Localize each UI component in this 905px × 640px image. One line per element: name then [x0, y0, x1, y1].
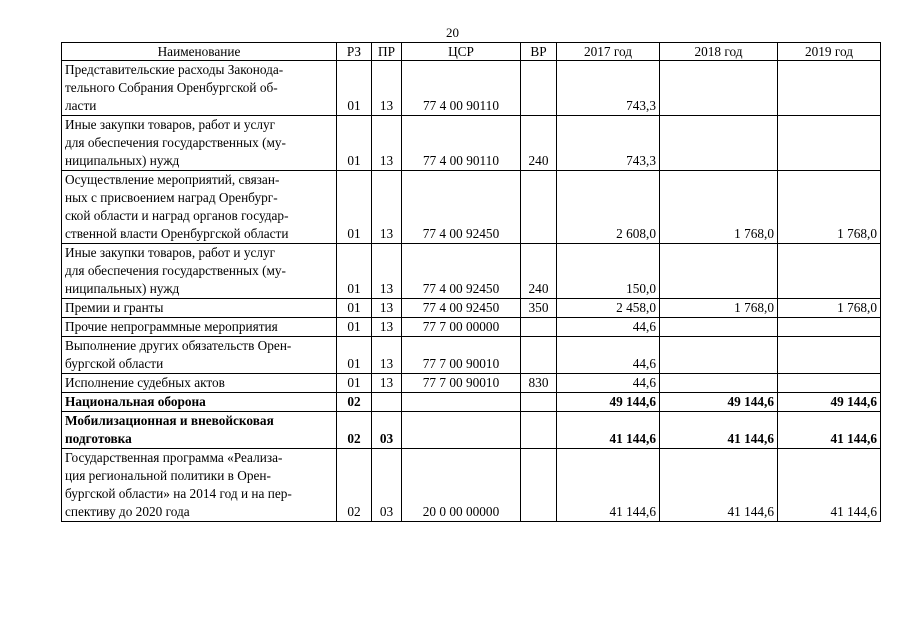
cell-pr: 13 [372, 61, 402, 116]
table-row [62, 412, 881, 449]
cell-vr: 240 [521, 244, 557, 299]
cell-2018 [660, 61, 778, 116]
cell-2017: 743,3 [557, 116, 660, 171]
cell-2019: 49 144,6 [778, 393, 881, 412]
table-row [62, 374, 881, 393]
cell-2017: 2 458,0 [557, 299, 660, 318]
cell-csr: 77 4 00 90110 [402, 116, 521, 171]
cell-name: Представительские расходы Законода- тельного Собрания Оренбургской об- ласти [62, 61, 337, 116]
cell-name: Национальная оборона [62, 393, 337, 412]
cell-vr: 240 [521, 116, 557, 171]
cell-pr: 13 [372, 318, 402, 337]
cell-2018: 1 768,0 [660, 299, 778, 318]
cell-rz: 01 [337, 299, 372, 318]
cell-2019: 41 144,6 [778, 412, 881, 449]
cell-csr: 77 7 00 90010 [402, 374, 521, 393]
table-header-row [62, 43, 881, 61]
cell-name: Государственная программа «Реализа- ция региональной политики в Орен- бургской области» на 2014 год и на пер- спективу до 2020 года [62, 449, 337, 522]
cell-csr: 77 4 00 90110 [402, 61, 521, 116]
cell-vr [521, 412, 557, 449]
cell-name: Выполнение других обязательств Орен- бургской области [62, 337, 337, 374]
cell-rz: 02 [337, 449, 372, 522]
cell-rz: 01 [337, 374, 372, 393]
cell-2017: 44,6 [557, 318, 660, 337]
cell-2018 [660, 337, 778, 374]
cell-rz: 01 [337, 337, 372, 374]
cell-pr [372, 393, 402, 412]
col-header-2018: 2018 год [660, 43, 778, 61]
table-row [62, 116, 881, 171]
cell-pr: 13 [372, 171, 402, 244]
cell-vr [521, 393, 557, 412]
cell-2018 [660, 244, 778, 299]
col-header-pr: ПР [372, 43, 402, 61]
cell-rz: 01 [337, 244, 372, 299]
cell-2019: 1 768,0 [778, 299, 881, 318]
cell-2019 [778, 337, 881, 374]
cell-2018 [660, 374, 778, 393]
cell-2017: 44,6 [557, 337, 660, 374]
col-header-rz: РЗ [337, 43, 372, 61]
cell-2018: 41 144,6 [660, 412, 778, 449]
cell-2017: 49 144,6 [557, 393, 660, 412]
cell-csr: 77 7 00 90010 [402, 337, 521, 374]
cell-2018 [660, 318, 778, 337]
cell-csr [402, 393, 521, 412]
cell-2019: 1 768,0 [778, 171, 881, 244]
cell-rz: 02 [337, 393, 372, 412]
cell-pr: 13 [372, 116, 402, 171]
cell-rz: 02 [337, 412, 372, 449]
table-row [62, 449, 881, 522]
cell-csr: 77 7 00 00000 [402, 318, 521, 337]
table-row [62, 171, 881, 244]
cell-vr [521, 318, 557, 337]
col-header-vr: ВР [521, 43, 557, 61]
cell-vr [521, 61, 557, 116]
cell-vr: 830 [521, 374, 557, 393]
table-row [62, 393, 881, 412]
cell-2017: 41 144,6 [557, 412, 660, 449]
table-row [62, 299, 881, 318]
cell-2018 [660, 116, 778, 171]
cell-2018: 1 768,0 [660, 171, 778, 244]
cell-vr: 350 [521, 299, 557, 318]
cell-rz: 01 [337, 116, 372, 171]
cell-csr: 77 4 00 92450 [402, 171, 521, 244]
budget-table [61, 42, 881, 522]
cell-2018: 41 144,6 [660, 449, 778, 522]
cell-csr [402, 412, 521, 449]
cell-vr [521, 449, 557, 522]
cell-pr: 03 [372, 449, 402, 522]
cell-name: Прочие непрограммные мероприятия [62, 318, 337, 337]
cell-vr [521, 337, 557, 374]
cell-2019 [778, 116, 881, 171]
cell-pr: 13 [372, 337, 402, 374]
cell-vr [521, 171, 557, 244]
cell-2018: 49 144,6 [660, 393, 778, 412]
cell-rz: 01 [337, 318, 372, 337]
cell-name: Исполнение судебных актов [62, 374, 337, 393]
table-row [62, 318, 881, 337]
table-row [62, 244, 881, 299]
cell-2017: 150,0 [557, 244, 660, 299]
cell-pr: 13 [372, 299, 402, 318]
table-row [62, 61, 881, 116]
col-header-2019: 2019 год [778, 43, 881, 61]
table-row [62, 337, 881, 374]
col-header-name: Наименование [62, 43, 337, 61]
cell-pr: 13 [372, 244, 402, 299]
cell-csr: 77 4 00 92450 [402, 244, 521, 299]
col-header-csr: ЦСР [402, 43, 521, 61]
cell-2017: 41 144,6 [557, 449, 660, 522]
cell-name: Осуществление мероприятий, связан- ных с присвоением наград Оренбург- ской области и наград органов государ- ственной власти Оренбургской области [62, 171, 337, 244]
cell-2017: 2 608,0 [557, 171, 660, 244]
table-body [62, 61, 881, 522]
cell-csr: 77 4 00 92450 [402, 299, 521, 318]
cell-csr: 20 0 00 00000 [402, 449, 521, 522]
cell-2019 [778, 374, 881, 393]
col-header-2017: 2017 год [557, 43, 660, 61]
cell-name: Премии и гранты [62, 299, 337, 318]
cell-name: Иные закупки товаров, работ и услуг для обеспечения государственных (му- ниципальных) нужд [62, 116, 337, 171]
cell-2019 [778, 61, 881, 116]
cell-pr: 03 [372, 412, 402, 449]
cell-2017: 743,3 [557, 61, 660, 116]
cell-2019: 41 144,6 [778, 449, 881, 522]
cell-rz: 01 [337, 171, 372, 244]
cell-2019 [778, 244, 881, 299]
cell-rz: 01 [337, 61, 372, 116]
cell-name: Иные закупки товаров, работ и услуг для обеспечения государственных (му- ниципальных) нужд [62, 244, 337, 299]
page-number: 20 [446, 25, 459, 40]
cell-2019 [778, 318, 881, 337]
cell-pr: 13 [372, 374, 402, 393]
cell-name: Мобилизационная и вневойсковая подготовка [62, 412, 337, 449]
cell-2017: 44,6 [557, 374, 660, 393]
